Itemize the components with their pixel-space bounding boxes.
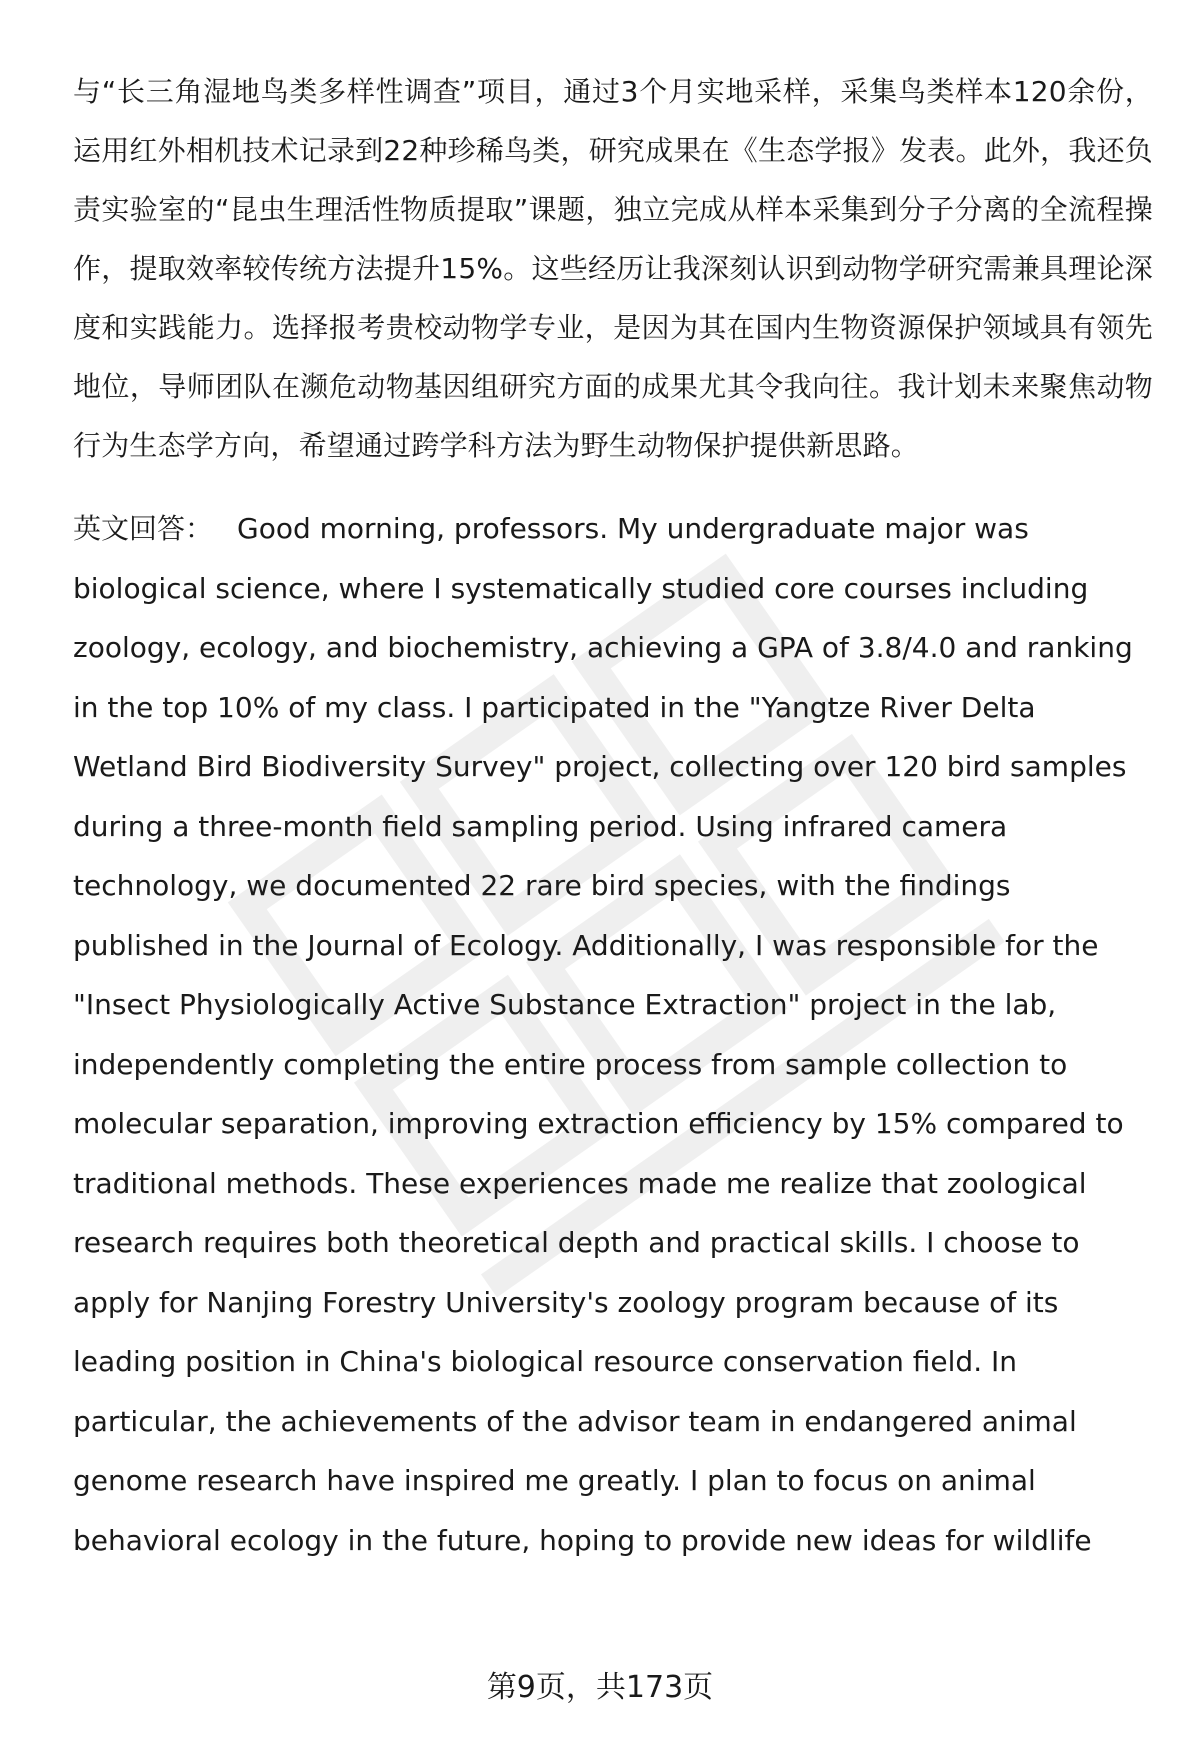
english-answer-paragraph — [73, 499, 1153, 1570]
document-body — [73, 62, 1153, 1570]
english-answer-text: Good morning, professors. My undergraduate major was biological science, where I systematically studied core courses including zoology, ecology, and biochemistry, achieving a GPA of 3.8/4.0 and ranking in the top 10% of my class. I participated in the "Yangtze River Delta Wetland Bird Biodiversity Survey" project, collecting over 120 bird samples during a three-month field sampling period. Using infrared camera technology, we documented 22 rare bird species, with the findings published in the Journal of Ecology. Additionally, I was responsible for the "Insect Physiologically Active Substance Extraction" project in the lab, independently completing the entire process from sample collection to molecular separation, improving extraction efficiency by 15% compared to traditional methods. These experiences made me realize that zoological research requires both theoretical depth and practical skills. I choose to apply for Nanjing Forestry University's zoology program because of its leading position in China's biological resource conservation field. In particular, the achievements of the advisor team in endangered animal genome research have inspired me greatly. I plan to focus on animal behavioral ecology in the future, hoping to provide new ideas for wildlife — [73, 512, 1133, 1557]
page-number-footer: 第9页，共173页 — [486, 1670, 714, 1705]
english-answer-label: 英文回答： — [73, 512, 214, 545]
chinese-answer-paragraph: 与“长三角湿地鸟类多样性调查”项目，通过3个月实地采样，采集鸟类样本120余份，运用红外相机技术记录到22种珍稀鸟类，研究成果在《生态学报》发表。此外，我还负责实验室的“昆虫生理活性物质提取”课题，独立完成从样本采集到分子分离的全流程操作，提取效率较传统方法提升15%。这些经历让我深刻认识到动物学研究需兼具理论深度和实践能力。选择报考贵校动物学专业，是因为其在国内生物资源保护领域具有领先地位，导师团队在濒危动物基因组研究方面的成果尤其令我向往。我计划未来聚焦动物行为生态学方向，希望通过跨学科方法为野生动物保护提供新思路。 — [73, 75, 1153, 462]
